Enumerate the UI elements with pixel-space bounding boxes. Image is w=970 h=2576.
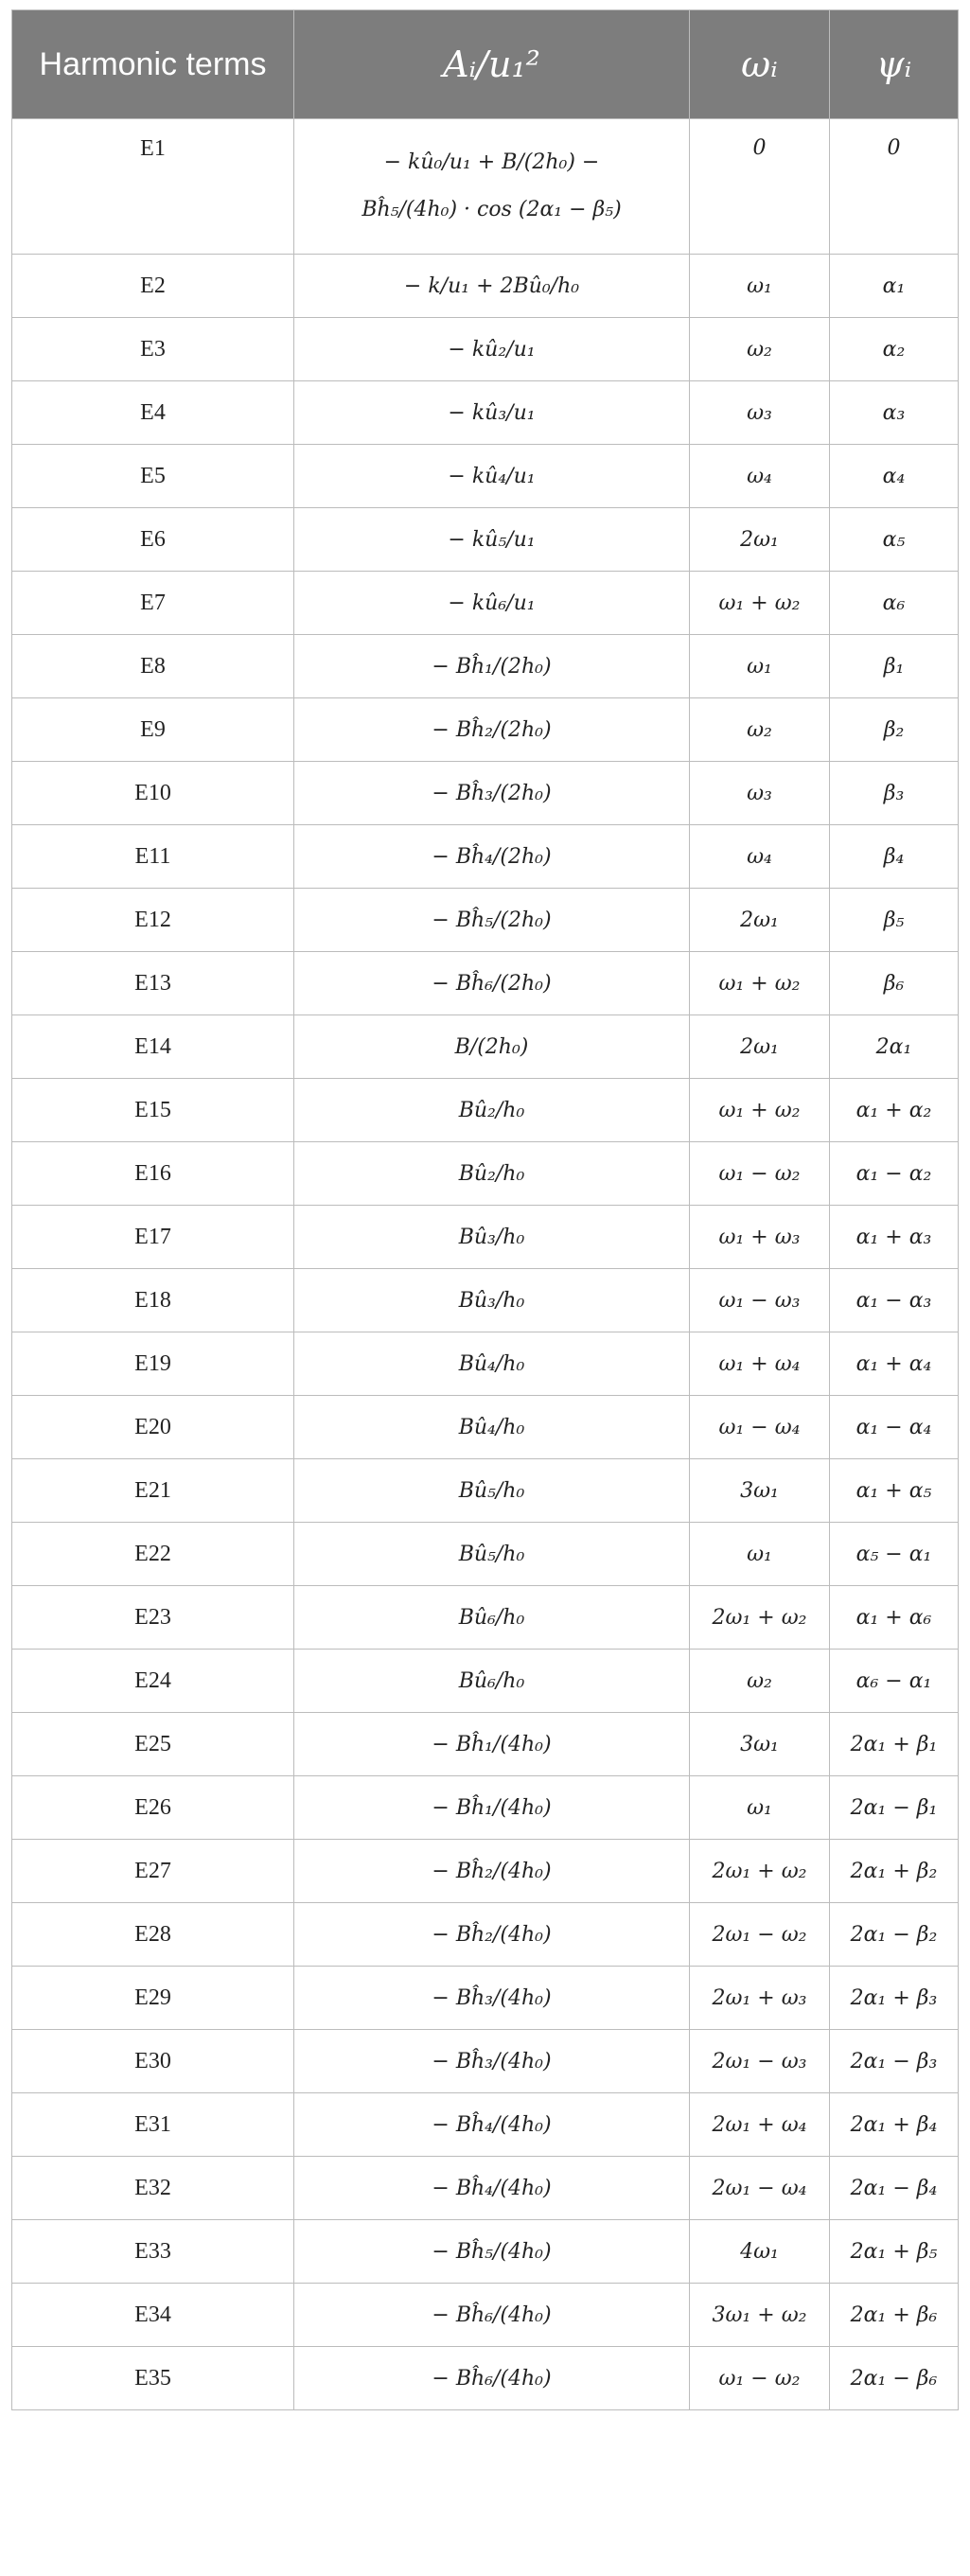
amplitude-cell: − Bĥ₆/(2h₀) [294,952,690,1015]
omega-cell: 0 [690,119,830,255]
table-row [12,1079,959,1142]
psi-cell: 2α₁ + β₄ [830,2093,959,2157]
omega-cell: ω₁ − ω₂ [690,1142,830,1206]
omega-cell: ω₁ + ω₂ [690,1079,830,1142]
term-label: E23 [12,1586,294,1650]
table-row [12,1396,959,1459]
amplitude-cell: − kû₃/u₁ [294,381,690,445]
amplitude-cell: Bû₄/h₀ [294,1332,690,1396]
term-label: E13 [12,952,294,1015]
amplitude-cell: − Bĥ₅/(4h₀) [294,2220,690,2284]
term-label: E28 [12,1903,294,1967]
omega-cell: 4ω₁ [690,2220,830,2284]
term-label: E14 [12,1015,294,1079]
psi-cell: α₆ [830,572,959,635]
term-label: E33 [12,2220,294,2284]
amplitude-cell [294,119,690,255]
psi-cell: β₆ [830,952,959,1015]
term-label: E4 [12,381,294,445]
omega-cell: 3ω₁ [690,1459,830,1523]
psi-cell: α₁ + α₂ [830,1079,959,1142]
table-row [12,762,959,825]
omega-cell: 2ω₁ + ω₄ [690,2093,830,2157]
psi-cell: 0 [830,119,959,255]
table-row [12,1650,959,1713]
psi-cell: 2α₁ − β₂ [830,1903,959,1967]
term-label: E1 [12,119,294,255]
amplitude-cell: − Bĥ₂/(2h₀) [294,698,690,762]
term-label: E24 [12,1650,294,1713]
omega-cell: 3ω₁ + ω₂ [690,2284,830,2347]
psi-cell: 2α₁ + β₅ [830,2220,959,2284]
omega-cell: ω₁ + ω₂ [690,572,830,635]
table-row [12,1269,959,1332]
table-row [12,635,959,698]
amplitude-cell: − kû₆/u₁ [294,572,690,635]
term-label: E20 [12,1396,294,1459]
table-row [12,2093,959,2157]
table-body [12,119,959,2410]
term-label: E17 [12,1206,294,1269]
omega-cell: ω₂ [690,698,830,762]
amplitude-cell: − Bĥ₆/(4h₀) [294,2347,690,2410]
amplitude-cell: Bû₅/h₀ [294,1459,690,1523]
psi-cell: α₆ − α₁ [830,1650,959,1713]
amplitude-cell: − Bĥ₆/(4h₀) [294,2284,690,2347]
psi-cell: α₁ − α₃ [830,1269,959,1332]
omega-cell: ω₄ [690,825,830,889]
term-label: E7 [12,572,294,635]
harmonic-table-container [11,9,958,2410]
omega-cell: 2ω₁ + ω₂ [690,1586,830,1650]
amplitude-cell: − Bĥ₄/(4h₀) [294,2093,690,2157]
term-label: E35 [12,2347,294,2410]
omega-cell: 2ω₁ + ω₂ [690,1840,830,1903]
term-label: E26 [12,1776,294,1840]
amplitude-cell: − Bĥ₃/(2h₀) [294,762,690,825]
psi-cell: α₁ [830,255,959,318]
term-label: E2 [12,255,294,318]
omega-cell: ω₄ [690,445,830,508]
omega-cell: ω₂ [690,318,830,381]
amplitude-cell: B/(2h₀) [294,1015,690,1079]
table-row [12,2030,959,2093]
psi-cell: α₅ [830,508,959,572]
amplitude-cell: − Bĥ₅/(2h₀) [294,889,690,952]
psi-cell: α₂ [830,318,959,381]
psi-cell: β₅ [830,889,959,952]
table-row [12,2347,959,2410]
psi-cell: α₃ [830,381,959,445]
omega-cell: ω₃ [690,381,830,445]
omega-cell: 2ω₁ + ω₃ [690,1967,830,2030]
amplitude-line-1: − kû₀/u₁ + B/(2h₀) − [383,150,600,174]
psi-cell: α₅ − α₁ [830,1523,959,1586]
table-row [12,572,959,635]
amplitude-cell: Bû₃/h₀ [294,1269,690,1332]
table-row [12,1206,959,1269]
amplitude-cell: − kû₄/u₁ [294,445,690,508]
term-label: E11 [12,825,294,889]
omega-cell: ω₁ + ω₃ [690,1206,830,1269]
term-label: E15 [12,1079,294,1142]
table-row [12,2157,959,2220]
psi-cell: α₄ [830,445,959,508]
psi-cell: α₁ + α₆ [830,1586,959,1650]
term-label: E6 [12,508,294,572]
amplitude-cell: − Bĥ₂/(4h₀) [294,1840,690,1903]
omega-cell: ω₁ [690,1523,830,1586]
psi-cell: 2α₁ + β₂ [830,1840,959,1903]
table-row [12,1459,959,1523]
psi-cell: α₁ − α₂ [830,1142,959,1206]
omega-cell: 2ω₁ [690,1015,830,1079]
amplitude-cell: Bû₄/h₀ [294,1396,690,1459]
omega-cell: 2ω₁ − ω₃ [690,2030,830,2093]
amplitude-cell: − kû₅/u₁ [294,508,690,572]
header-harmonic-terms: Harmonic terms [12,10,294,119]
amplitude-cell: Bû₆/h₀ [294,1650,690,1713]
amplitude-cell: − Bĥ₃/(4h₀) [294,1967,690,2030]
table-row [12,2220,959,2284]
omega-cell: 2ω₁ − ω₄ [690,2157,830,2220]
table-row [12,1713,959,1776]
term-label: E8 [12,635,294,698]
omega-cell: ω₁ − ω₂ [690,2347,830,2410]
table-header [12,10,959,119]
psi-cell: β₄ [830,825,959,889]
term-label: E16 [12,1142,294,1206]
table-row [12,1523,959,1586]
psi-cell: 2α₁ − β₄ [830,2157,959,2220]
psi-cell: 2α₁ − β₁ [830,1776,959,1840]
term-label: E3 [12,318,294,381]
term-label: E10 [12,762,294,825]
term-label: E25 [12,1713,294,1776]
psi-cell: α₁ + α₄ [830,1332,959,1396]
psi-cell: α₁ + α₅ [830,1459,959,1523]
term-label: E29 [12,1967,294,2030]
amplitude-line-2: Bĥ₅/(4h₀) · cos (2α₁ − β₅) [362,198,622,221]
psi-cell: α₁ + α₃ [830,1206,959,1269]
term-label: E5 [12,445,294,508]
term-label: E31 [12,2093,294,2157]
omega-cell: ω₁ [690,1776,830,1840]
table-row [12,1142,959,1206]
header-psi: ψᵢ [830,10,959,119]
amplitude-cell: − kû₂/u₁ [294,318,690,381]
omega-cell: 2ω₁ [690,508,830,572]
header-omega: ωᵢ [690,10,830,119]
table-row [12,381,959,445]
amplitude-cell: − k/u₁ + 2Bû₀/h₀ [294,255,690,318]
header-amplitude: Aᵢ/u₁² [294,10,690,119]
amplitude-cell: Bû₂/h₀ [294,1142,690,1206]
table-row [12,255,959,318]
omega-cell: ω₁ [690,635,830,698]
term-label: E18 [12,1269,294,1332]
term-label: E22 [12,1523,294,1586]
table-row [12,825,959,889]
omega-cell: ω₁ − ω₃ [690,1269,830,1332]
table-row [12,1586,959,1650]
amplitude-cell: Bû₃/h₀ [294,1206,690,1269]
amplitude-cell: − Bĥ₁/(4h₀) [294,1776,690,1840]
table-row [12,698,959,762]
table-row [12,508,959,572]
term-label: E21 [12,1459,294,1523]
header-row [12,10,959,119]
psi-cell: 2α₁ + β₁ [830,1713,959,1776]
term-label: E9 [12,698,294,762]
psi-cell: β₁ [830,635,959,698]
amplitude-cell: − Bĥ₄/(2h₀) [294,825,690,889]
psi-cell: α₁ − α₄ [830,1396,959,1459]
omega-cell: ω₁ + ω₂ [690,952,830,1015]
amplitude-cell: − Bĥ₂/(4h₀) [294,1903,690,1967]
table-row [12,1903,959,1967]
term-label: E27 [12,1840,294,1903]
psi-cell: 2α₁ [830,1015,959,1079]
table-row [12,2284,959,2347]
table-row [12,1015,959,1079]
psi-cell: β₂ [830,698,959,762]
omega-cell: 2ω₁ − ω₂ [690,1903,830,1967]
term-label: E19 [12,1332,294,1396]
table-row [12,445,959,508]
table-row [12,318,959,381]
amplitude-cell: Bû₆/h₀ [294,1586,690,1650]
amplitude-cell: − Bĥ₃/(4h₀) [294,2030,690,2093]
harmonic-terms-table [11,9,959,2410]
amplitude-cell: − Bĥ₁/(4h₀) [294,1713,690,1776]
amplitude-cell: Bû₅/h₀ [294,1523,690,1586]
table-row [12,1776,959,1840]
amplitude-cell: Bû₂/h₀ [294,1079,690,1142]
term-label: E32 [12,2157,294,2220]
table-row [12,952,959,1015]
omega-cell: 3ω₁ [690,1713,830,1776]
omega-cell: ω₂ [690,1650,830,1713]
term-label: E34 [12,2284,294,2347]
term-label: E30 [12,2030,294,2093]
amplitude-cell: − Bĥ₄/(4h₀) [294,2157,690,2220]
psi-cell: 2α₁ − β₆ [830,2347,959,2410]
psi-cell: 2α₁ + β₃ [830,1967,959,2030]
omega-cell: ω₁ + ω₄ [690,1332,830,1396]
table-row [12,1332,959,1396]
term-label: E12 [12,889,294,952]
table-row [12,1840,959,1903]
table-row [12,889,959,952]
amplitude-cell: − Bĥ₁/(2h₀) [294,635,690,698]
table-row [12,1967,959,2030]
omega-cell: ω₃ [690,762,830,825]
psi-cell: β₃ [830,762,959,825]
omega-cell: ω₁ − ω₄ [690,1396,830,1459]
omega-cell: ω₁ [690,255,830,318]
psi-cell: 2α₁ + β₆ [830,2284,959,2347]
table-row [12,119,959,255]
omega-cell: 2ω₁ [690,889,830,952]
psi-cell: 2α₁ − β₃ [830,2030,959,2093]
